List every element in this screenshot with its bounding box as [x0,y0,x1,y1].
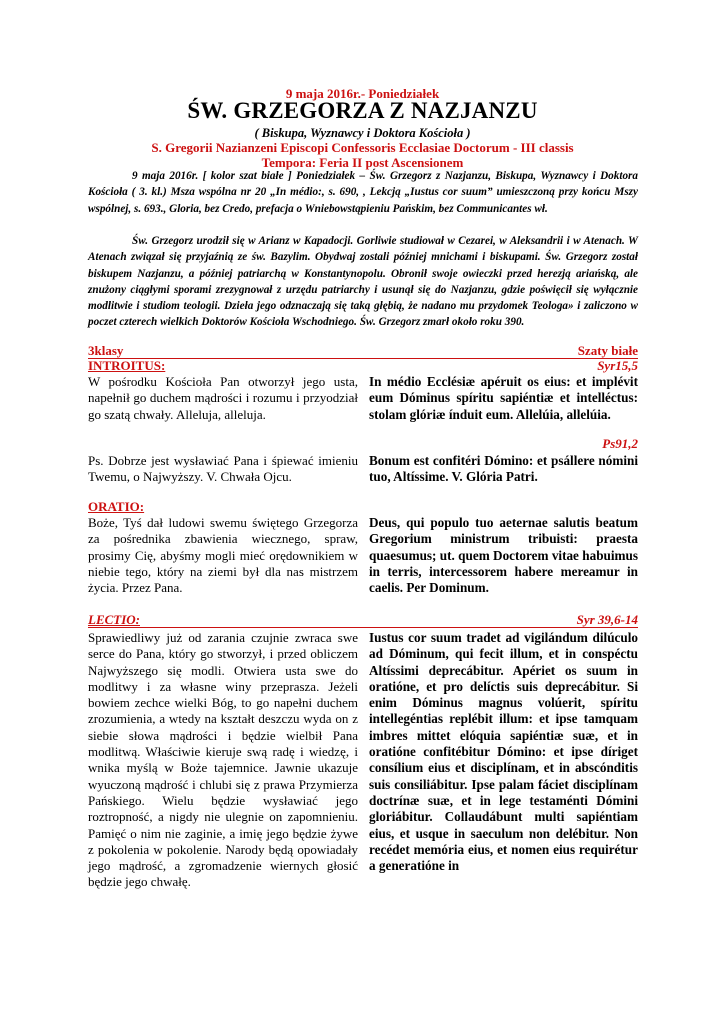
intro-paragraph: 9 maja 2016r. [ kolor szat białe ] Poniedziałek – Św. Grzegorz z Nazjanzu, Biskupa, Wyznawcy i Doktora Kościoła ( 3. kl.) Msza wspólna nr 20 „In médio:, s. 690, , Lekcją „Iustus cor suum” umieszczoną przy końcu Mszy wspólnej, s. 693., Gloria, bez Credo, prefacja o Wniebowstąpieniu Pańskim, bez Communicantes wł. [88,170,638,215]
lectio-latin: Iustus cor suum tradet ad vigilándum dilúculo ad Dóminum, qui fecit illum, et in conspéctu Altíssimi deprecábitur. Apériet os suum in oratióne, et pro delíctis suis deprecábitur. Si enim Dóminus magnus volúerit, spíritu intellegéntias replébit illum: et ipse tamquam imbres mittet elóquia sapiéntiæ suæ, et in oratióne confitébitur Dómino: et ipse díriget consílium eius et disciplínam, et in abscónditis suis consiliábitur. Ipse palam fáciet disciplínam doctrínæ suæ, et in lege testaménti Dómini gloriábitur. Collaudábunt multi sapiéntiam eius, et usque in saeculum non delébitur. Non recédet memória eius, et nomen eius requirétur a generatióne in [369,630,638,874]
biography-paragraph: Św. Grzegorz urodził się w Arianz w Kapadocji. Gorliwie studiował w Cezarei, w Aleksandrii i w Atenach. W Atenach związał się przyjaźnią ze św. Bazylim. Obydwaj zostali później mnichami i biskupami. Św. Grzegorz został biskupem Nazjanzu, a później patriarchą w Konstantynopolu. Obronił swoje owieczki przed herezją ariańską, ale znużony ciągłymi sporami zrezygnował z urzędu patriarchy i usunął się do Nazjanzu, gdzie poświęcił się wyłącznie modlitwie i studiom teologii. Dzieła jego odznaczają się taką głębią, że nadano mu przydomek Teologa» i zaliczono w poczet czterech wielkich Doktorów Kościoła Wschodniego. Św. Grzegorz zmarł około roku 390. [88,235,638,329]
vestment-color: Szaty białe [577,343,638,358]
date-line: 9 maja 2016r.- Poniedziałek [285,86,440,101]
subtitle: ( Biskupa, Wyznawcy i Doktora Kościoła ) [254,126,471,140]
introitus-reference: Syr15,5 [597,358,638,373]
psalm-latin: Bonum est confitéri Dómino: et psállere nómini tuo, Altíssime. V. Glória Patri. [369,453,638,485]
oratio-polish: Boże, Tyś dał ludowi swemu świętego Grzegorza za pośrednika zbawienia wiecznego, spraw, prosimy Cię, abyśmy mogli mieć orędownikiem w niebie tego, który na ziemi był dla nas mistrzem życia. Przez Pana. [88,515,358,596]
psalm-polish: Ps. Dobrze jest wysławiać Pana i śpiewać imieniu Twemu, o Najwyższy. V. Chwała Ojcu. [88,453,358,485]
psalm-reference: Ps91,2 [602,436,638,451]
lectio-reference: Syr 39,6-14 [576,612,638,627]
class-rank: 3klasy [88,343,124,358]
oratio-latin: Deus, qui populo tuo aeternae salutis beatum Gregorium ministrum tribuisti: praesta quaesumus; ut. quem Doctorem vitae habuimus in terris, intercessorem habere mereamur in caelis. Per Dominum. [369,515,638,596]
lectio-polish: Sprawiedliwy już od zarania czujnie zwraca swe serce do Pana, który go stworzył, i przed obliczem Najwyższego się modli. Otwiera usta swe do modlitwy i za własne winy przeprasza. Jeżeli bowiem zechce wielki Bóg, to go napełni duchem zrozumienia, a wtedy na kształt deszczu wyda on z siebie słowa mądrości i będzie wielbił Pana modlitwą. Właściwie kieruje swą radę i wiedzę, i wnika myślą w Boże tajemnice. Jawnie ukazuje wyuczoną mądrość i chlubi się z prawa Przymierza Pańskiego. Wielu będzie wysławiać jego roztropność, a nigdy nie ulegnie on zapomnieniu. Pamięć o nim nie zaginie, a imię jego będzie żywe z pokolenia w pokolenie. Narody będą opowiadały jego mądrość, a zgromadzenie wiernych głosić będzie jego chwałę. [88,630,358,890]
oratio-label: ORATIO: [88,499,145,514]
introitus-label: INTROITUS: [88,358,166,373]
latin-title: S. Gregorii Nazianzeni Episcopi Confessoris Ecclasiae Doctorum - III classis [151,140,574,155]
introitus-polish: W pośrodku Kościoła Pan otworzył jego usta, napełnił go duchem mądrości i rozumu i przyodział go szatą chwały. Alleluja, alleluja. [88,374,358,422]
divider [88,627,638,628]
tempora-line: Tempora: Feria II post Ascensionem [261,155,464,170]
lectio-label: LECTIO: [88,612,140,627]
introitus-latin: In médio Ecclésiæ apéruit os eius: et implévit eum Dóminus spíritu sapiéntiæ et intelléctus: stolam glóriæ índuit eum. Allelúia, allelúia. [369,374,638,422]
page-title: ŚW. GRZEGORZA Z NAZJANZU [187,98,538,123]
divider [88,358,638,359]
class-line [88,343,638,358]
